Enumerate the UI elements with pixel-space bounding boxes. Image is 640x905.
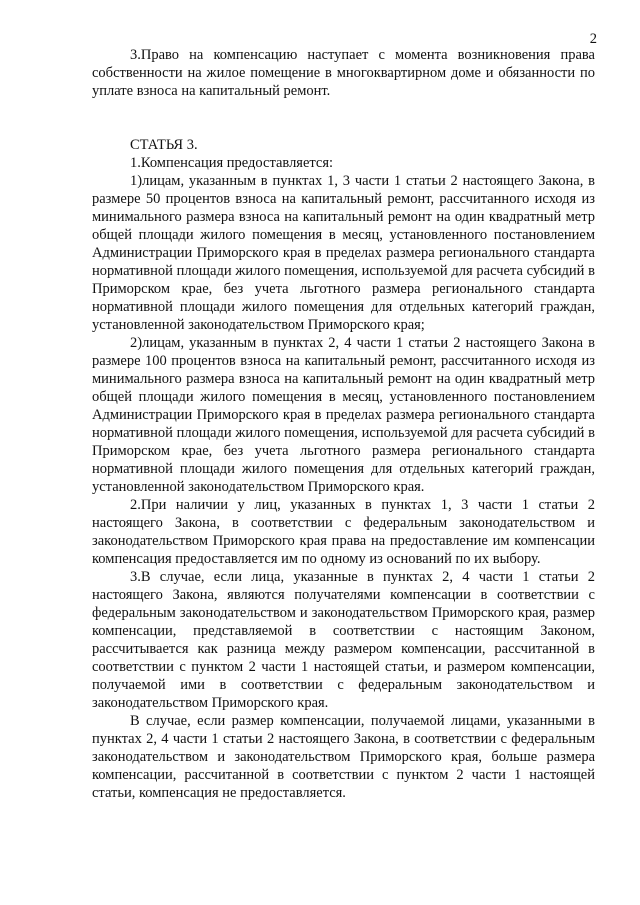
paragraph-not-provided: В случае, если размер компенсации, получаемой лицами, указанными в пунктах 2, 4 части 1 статьи 2 настоящего Закона, в соответствии с федеральным законодательством и законодательством Приморского края, больше размера компенсации, рассчитанной в соответствии с пунктом 2 части 1 настоящей статьи, компенсация не предоставляется.	[92, 713, 595, 801]
page-number: 2	[589, 31, 597, 47]
paragraph-gap	[92, 100, 595, 136]
paragraph-item-2: 2)лицам, указанным в пунктах 2, 4 части 1 статьи 2 настоящего Закона в размере 100 процентов взноса на капитальный ремонт, рассчитанного исходя из минимального размера взноса на капитальный ремонт на один квадратный метр общей площади жилого помещения в месяц, установленного постановлением Администрации Приморского края в пределах размера регионального стандарта нормативной площади жилого помещения, используемой для расчета субсидий в Приморском крае, без учета льготного размера регионального стандарта нормативной площади жилого помещения для отдельных категорий граждан, установленной законодательством Приморского края.	[92, 335, 595, 495]
paragraph-item-1: 1)лицам, указанным в пунктах 1, 3 части 1 статьи 2 настоящего Закона, в размере 50 процентов взноса на капитальный ремонт, рассчитанного исходя из минимального размера взноса на капитальный ремонт на один квадратный метр общей площади жилого помещения в месяц, установленного постановлением Администрации Приморского края в пределах размера регионального стандарта нормативной площади жилого помещения, используемой для расчета субсидий в Приморском крае, без учета льготного размера регионального стандарта нормативной площади жилого помещения для отдельных категорий граждан, установленной законодательством Приморского края;	[92, 173, 595, 333]
document-body	[92, 46, 595, 802]
paragraph-compensation-intro: 1.Компенсация предоставляется:	[130, 155, 334, 171]
paragraph-2-choice: 2.При наличии у лиц, указанных в пунктах 1, 3 части 1 статьи 2 настоящего Закона, в соответствии с федеральным законодательством и законодательством Приморского края права на предоставление им компенсации компенсация предоставляется им по одному из оснований по их выбору.	[92, 497, 595, 567]
paragraph-3-difference: 3.В случае, если лица, указанные в пунктах 2, 4 части 1 статьи 2 настоящего Закона, являются получателями компенсации в соответствии с федеральным законодательством и законодательством Приморского края, размер компенсации, представляемой в соответствии с настоящим Законом, рассчитывается как разница между размером компенсации, рассчитанной в соответствии с пунктом 2 части 1 настоящей статьи, и размером компенсации, получаемой ими в соответствии с федеральным законодательством и законодательством Приморского края.	[92, 569, 595, 711]
paragraph-3-right-to-compensation: 3.Право на компенсацию наступает с момента возникновения права собственности на жилое помещение в многоквартирном доме и обязанности по уплате взноса на капитальный ремонт.	[92, 47, 595, 99]
article-heading: СТАТЬЯ 3.	[130, 137, 198, 153]
